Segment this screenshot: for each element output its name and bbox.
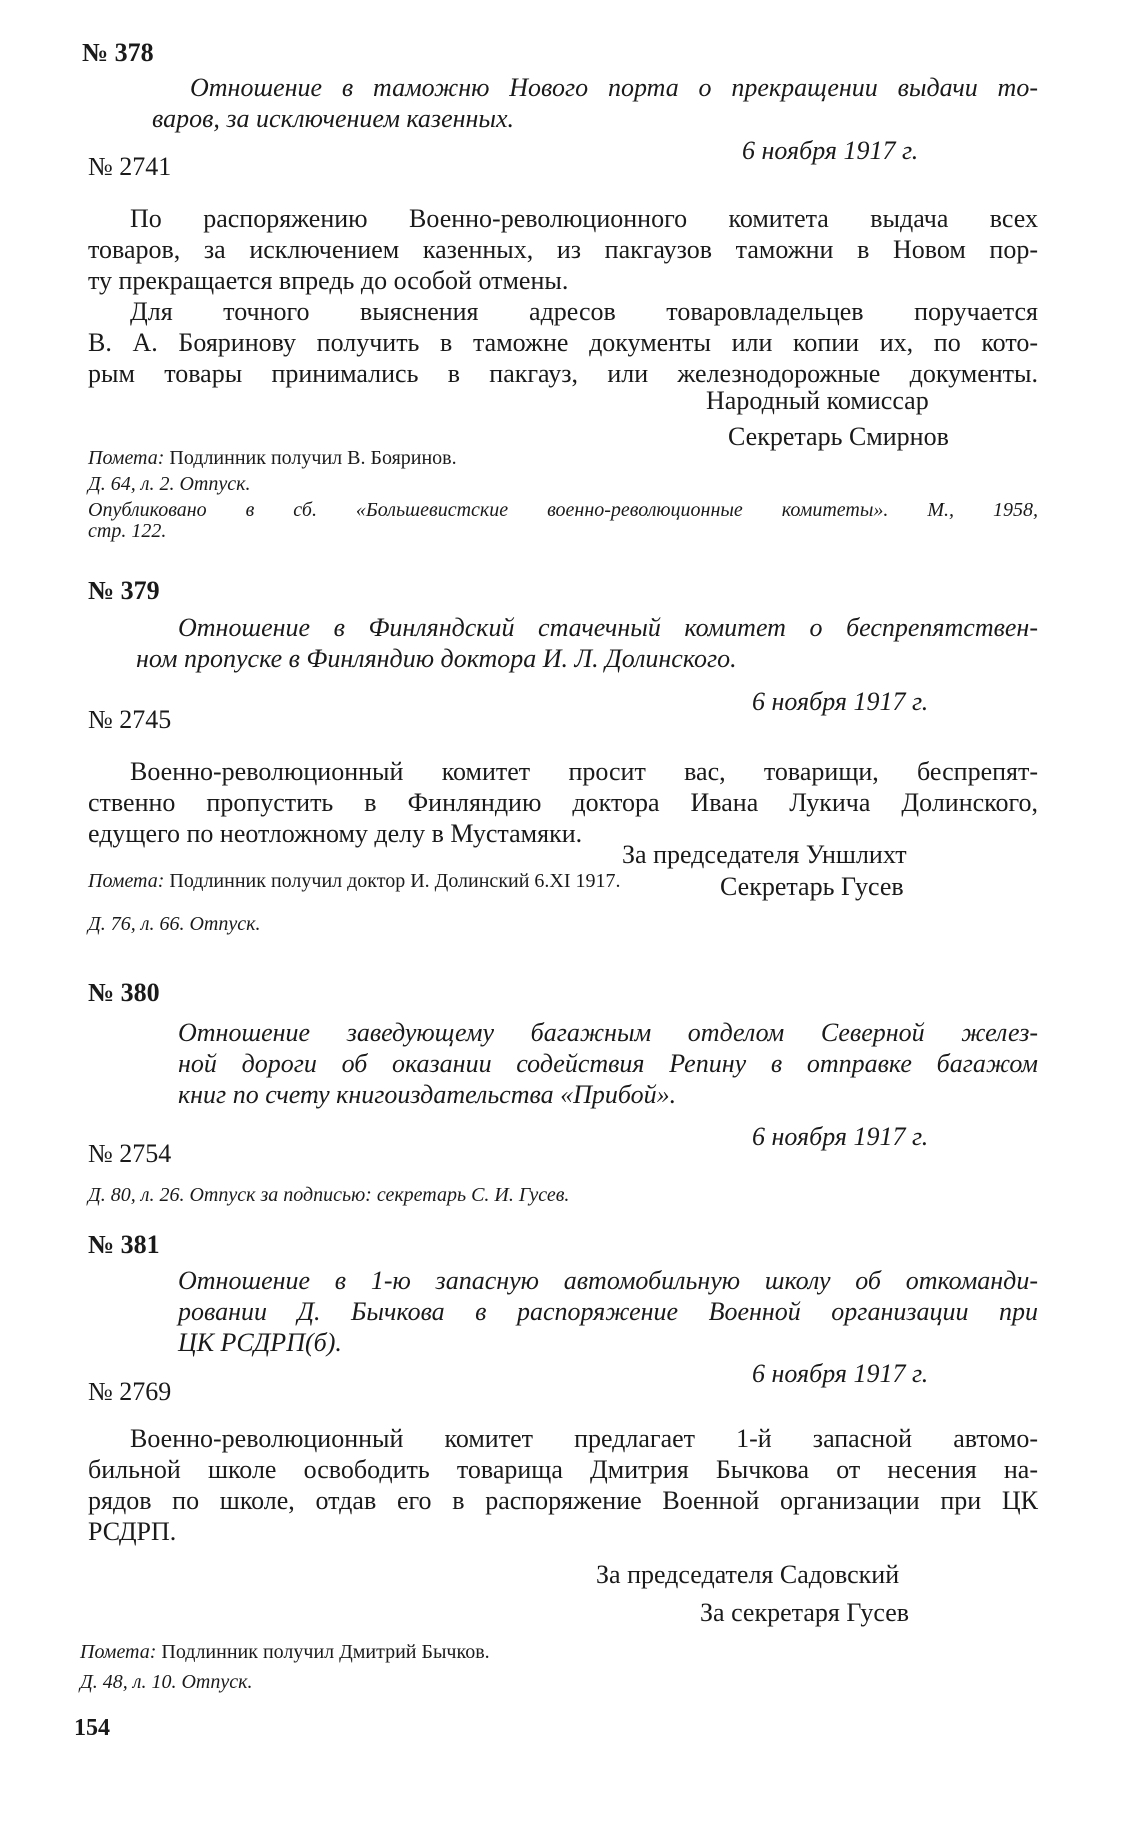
signature: За секретаря Гусев <box>700 1598 910 1627</box>
body-line: В. А. Бояринову получить в таможне документы или копии их, по кото- <box>88 328 1038 357</box>
outgoing-number: № 2769 <box>88 1377 172 1406</box>
doc-title-line: варов, за исключением казенных. <box>152 104 515 133</box>
doc-date: 6 ноября 1917 г. <box>752 687 929 716</box>
doc-title-line: ровании Д. Бычкова в распоряжение Военной организации при <box>178 1297 1038 1326</box>
doc-title-line: Отношение заведующему багажным отделом Северной желез- <box>178 1018 1038 1047</box>
page-number: 154 <box>74 1715 110 1741</box>
body-line: ту прекращается впредь до особой отмены. <box>88 266 569 295</box>
doc-number: № 381 <box>88 1230 160 1259</box>
note <box>80 1640 490 1665</box>
note-text: Подлинник получил Дмитрий Бычков. <box>161 1641 490 1663</box>
note-label: Помета: <box>88 447 165 469</box>
doc-number: № 378 <box>82 38 154 67</box>
note-label: Помета: <box>88 870 165 892</box>
outgoing-number: № 2741 <box>88 152 172 181</box>
doc-date: 6 ноября 1917 г. <box>752 1122 929 1151</box>
body-line: Военно-революционный комитет просит вас, товарищи, беспрепят- <box>130 757 1038 786</box>
body-line: рым товары принимались в пакгауз, или железнодорожные документы. <box>88 359 1038 388</box>
note <box>88 869 621 894</box>
doc-title-line: ЦК РСДРП(б). <box>178 1328 342 1357</box>
body-line: рядов по школе, отдав его в распоряжение Военной организации при ЦК <box>88 1486 1038 1515</box>
archive-ref: Д. 64, л. 2. Отпуск. <box>88 473 251 495</box>
body-line: ственно пропустить в Финляндию доктора Ивана Лукича Долинского, <box>88 788 1038 817</box>
note <box>88 446 457 471</box>
doc-title-line: Отношение в таможню Нового порта о прекращении выдачи то- <box>190 73 1038 102</box>
signature: За председателя Садовский <box>596 1560 900 1589</box>
publication-ref: Опубликовано в сб. «Большевистские военно-революционные комитеты». М., 1958, <box>88 499 1038 521</box>
note-text: Подлинник получил В. Бояринов. <box>169 447 457 469</box>
signature: Народный комиссар <box>706 386 929 415</box>
outgoing-number: № 2745 <box>88 705 172 734</box>
note-text: Подлинник получил доктор И. Долинский 6.XI 1917. <box>169 870 621 892</box>
outgoing-number: № 2754 <box>88 1139 172 1168</box>
body-line: РСДРП. <box>88 1517 177 1546</box>
signature: За председателя Уншлихт <box>622 840 907 869</box>
note-label: Помета: <box>80 1641 157 1663</box>
doc-date: 6 ноября 1917 г. <box>742 136 919 165</box>
body-line: едущего по неотложному делу в Мустамяки. <box>88 819 583 848</box>
body-line: товаров, за исключением казенных, из пакгаузов таможни в Новом пор- <box>88 235 1038 264</box>
signature: Секретарь Смирнов <box>728 422 949 451</box>
archive-ref: Д. 48, л. 10. Отпуск. <box>80 1671 253 1693</box>
archive-ref: Д. 80, л. 26. Отпуск за подписью: секретарь С. И. Гусев. <box>88 1184 570 1206</box>
body-line: По распоряжению Военно-революционного комитета выдача всех <box>130 204 1038 233</box>
doc-number: № 380 <box>88 978 160 1007</box>
doc-title-line: Отношение в 1-ю запасную автомобильную школу об откоманди- <box>178 1266 1038 1295</box>
body-line: бильной школе освободить товарища Дмитрия Бычкова от несения на- <box>88 1455 1038 1484</box>
doc-title-line: книг по счету книгоиздательства «Прибой». <box>178 1080 677 1109</box>
doc-number: № 379 <box>88 576 160 605</box>
body-line: Военно-революционный комитет предлагает 1-й запасной автомо- <box>130 1424 1038 1453</box>
body-line: Для точного выяснения адресов товаровладельцев поручается <box>130 297 1038 326</box>
signature: Секретарь Гусев <box>720 872 904 901</box>
publication-ref: стр. 122. <box>88 520 167 542</box>
doc-title-line: Отношение в Финляндский стачечный комитет о беспрепятствен- <box>178 613 1038 642</box>
doc-date: 6 ноября 1917 г. <box>752 1359 929 1388</box>
doc-title-line: ной дороги об оказании содействия Репину в отправке багажом <box>178 1049 1038 1078</box>
archive-ref: Д. 76, л. 66. Отпуск. <box>88 913 261 935</box>
doc-title-line: ном пропуске в Финляндию доктора И. Л. Долинского. <box>136 644 737 673</box>
